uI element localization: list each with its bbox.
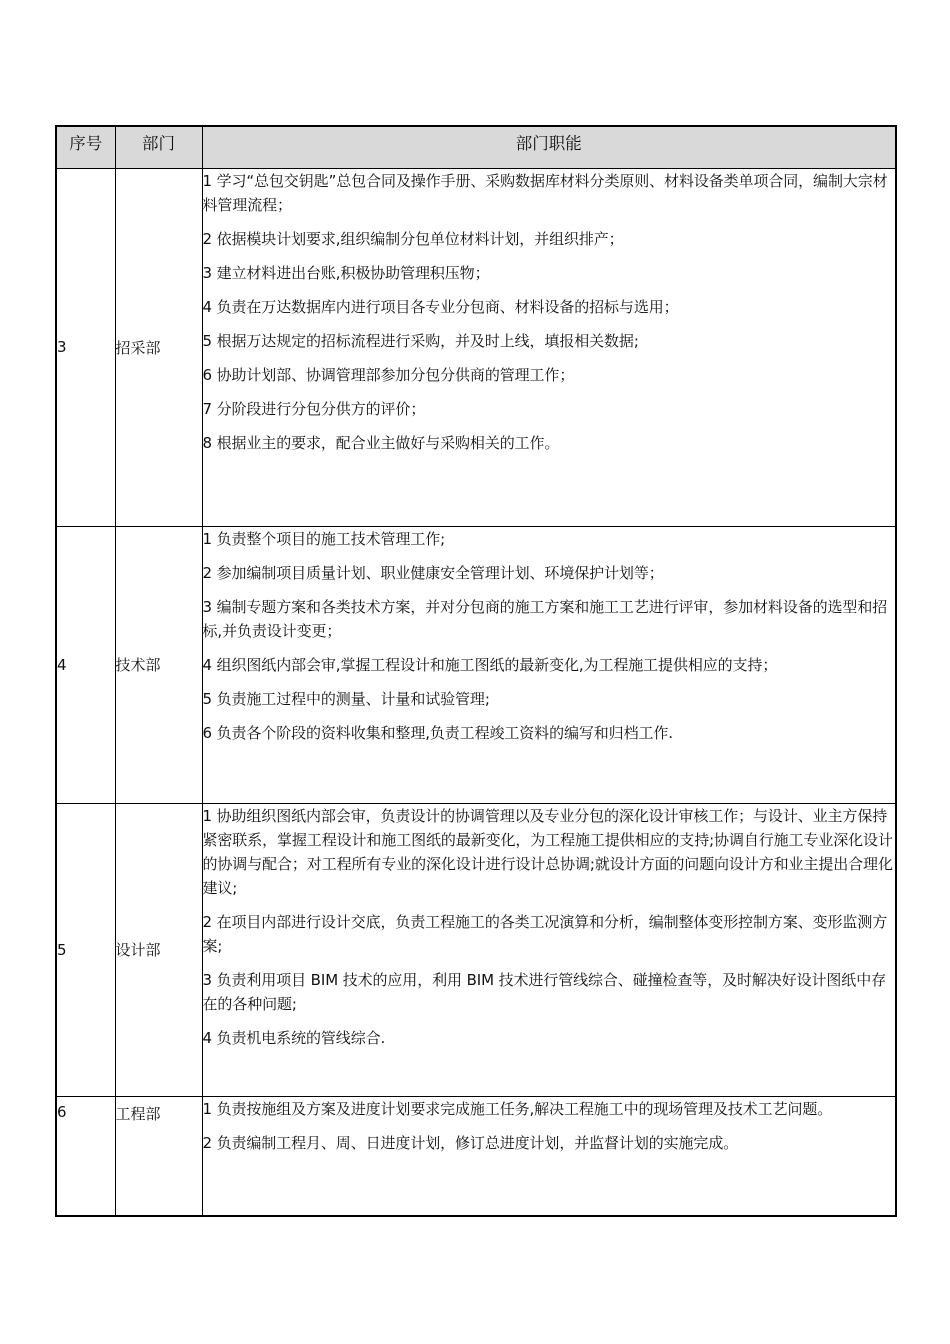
header-func: 部门职能 [202, 126, 896, 168]
row-seq: 3 [56, 168, 115, 526]
function-item: 3 编制专题方案和各类技术方案，并对分包商的施工方案和施工工艺进行评审，参加材料设备的选型和招标,并负责设计变更； [202, 597, 888, 640]
function-item: 3 负责利用项目 BIM 技术的应用，利用 BIM 技术进行管线综合、碰撞检查等，及时解决好设计图纸中存在的各种问题; [202, 970, 887, 1013]
row-functions [202, 168, 896, 526]
function-item: 1 负责整个项目的施工技术管理工作; [202, 529, 446, 548]
function-item: 4 负责在万达数据库内进行项目各专业分包商、材料设备的招标与选用； [202, 297, 679, 316]
function-item: 6 协助计划部、协调管理部参加分包分供商的管理工作； [202, 365, 575, 384]
function-item: 4 组织图纸内部会审,掌握工程设计和施工图纸的最新变化,为工程施工提供相应的支持； [202, 655, 778, 674]
function-item: 7 分阶段进行分包分供方的评价； [202, 399, 426, 418]
table-header-row [56, 126, 896, 168]
row-seq: 5 [56, 803, 115, 1096]
table-row [56, 1096, 896, 1216]
function-item: 1 学习“总包交钥匙”总包合同及操作手册、采购数据库材料分类原则、材料设备类单项合同，编制大宗材料管理流程； [202, 171, 888, 214]
table-row [56, 526, 896, 803]
row-seq: 4 [56, 526, 115, 803]
function-item: 5 负责施工过程中的测量、计量和试验管理; [202, 689, 490, 708]
row-dept: 工程部 [115, 1096, 202, 1216]
function-item: 5 根据万达规定的招标流程进行采购，并及时上线，填报相关数据; [202, 331, 639, 350]
function-item: 2 负责编制工程月、周、日进度计划，修订总进度计划，并监督计划的实施完成。 [202, 1133, 739, 1152]
row-functions [202, 526, 896, 803]
row-functions [202, 1096, 896, 1216]
row-functions [202, 803, 896, 1096]
function-item: 6 负责各个阶段的资料收集和整理,负责工程竣工资料的编写和归档工作. [202, 723, 673, 742]
row-seq: 6 [56, 1096, 115, 1216]
table-row [56, 168, 896, 526]
department-duties-table [55, 125, 897, 1217]
function-item: 1 协助组织图纸内部会审，负责设计的协调管理以及专业分包的深化设计审核工作；与设计、业主方保持紧密联系，掌握工程设计和施工图纸的最新变化，为工程施工提供相应的支持;协调自行施工专业深化设计的协调与配合；对工程所有专业的深化设计进行设计总协调;就设计方面的问题向设计方和业主提出合理化建议; [202, 806, 893, 897]
table-row [56, 803, 896, 1096]
function-item: 1 负责按施组及方案及进度计划要求完成施工任务,解决工程施工中的现场管理及技术工艺问题。 [202, 1099, 833, 1118]
function-item: 2 依据模块计划要求,组织编制分包单位材料计划，并组织排产； [202, 229, 624, 248]
function-item: 4 负责机电系统的管线综合. [202, 1028, 386, 1047]
function-item: 8 根据业主的要求，配合业主做好与采购相关的工作。 [202, 433, 560, 452]
header-dept: 部门 [115, 126, 202, 168]
header-seq: 序号 [56, 126, 115, 168]
function-item: 3 建立材料进出台账,积极协助管理积压物； [202, 263, 490, 282]
row-dept: 技术部 [115, 526, 202, 803]
function-item: 2 参加编制项目质量计划、职业健康安全管理计划、环境保护计划等； [202, 563, 664, 582]
function-item: 2 在项目内部进行设计交底，负责工程施工的各类工况演算和分析，编制整体变形控制方案、变形监测方案; [202, 912, 888, 955]
row-dept: 招采部 [115, 168, 202, 526]
row-dept: 设计部 [115, 803, 202, 1096]
